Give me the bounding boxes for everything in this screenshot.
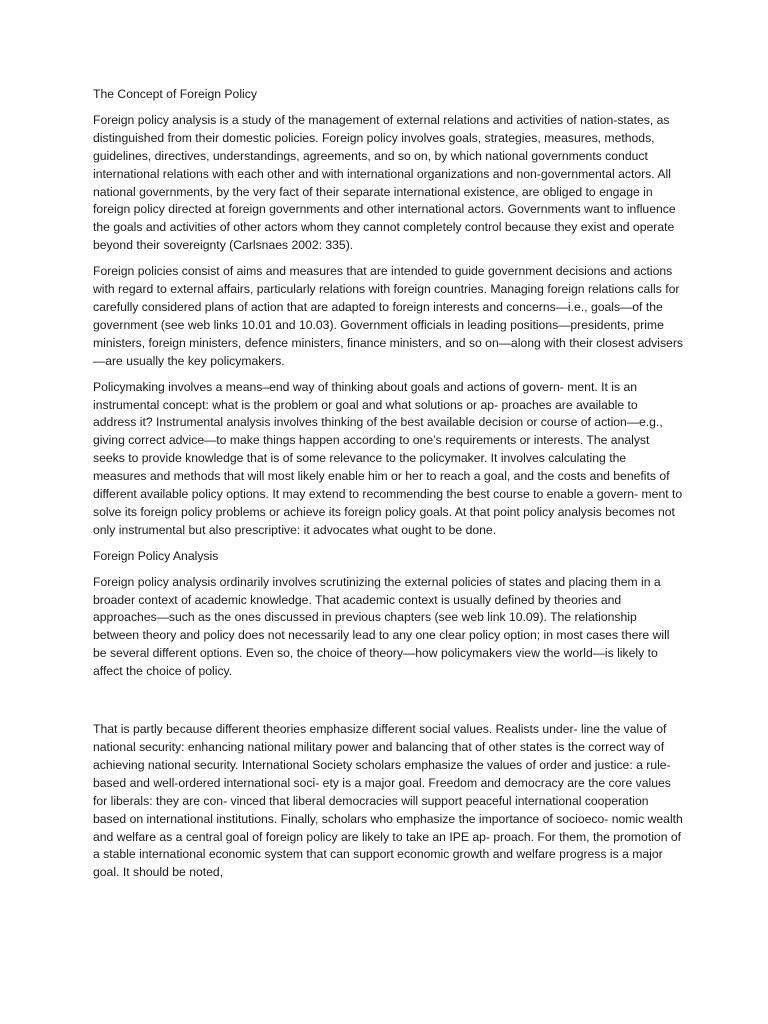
document-page — [93, 86, 683, 890]
paragraph-4: Foreign policy analysis ordinarily involves scrutinizing the external policies of states and placing them in a broader context of academic knowledge. That academic context is usually defined by theories and approaches—such as the ones discussed in previous chapters (see web link 10.09). The relationship between theory and policy does not necessarily lead to any one clear policy option; in most cases there will be several different options. Even so, the choice of theory—how policymakers view the world—is likely to affect the choice of policy. — [93, 574, 670, 679]
section-title-concept: The Concept of Foreign Policy — [93, 87, 257, 101]
paragraph-1: Foreign policy analysis is a study of the management of external relations and activities of nation-states, as distinguished from their domestic policies. Foreign policy involves goals, strategies, measures, methods, guidelines, directives, understandings, agreements, and so on, by which national governments conduct international relations with each other and with international organizations and non-governmental actors. All national governments, by the very fact of their separate international existence, are obliged to engage in foreign policy directed at foreign governments and other international actors. Governments want to influence the goals and activities of other actors whom they cannot completely control because they exist and operate beyond their sovereignty (Carlsnaes 2002: 335). — [93, 112, 676, 253]
section-title-analysis: Foreign Policy Analysis — [93, 548, 219, 563]
paragraph-3: Policymaking involves a means–end way of thinking about goals and actions of govern- ment. It is an instrumental concept: what is the problem or goal and what solutions or ap- proaches are available to address it? Instrumental analysis involves thinking of the best available decision or course of action—e.g., giving correct advice—to make things happen according to one’s requirements or interests. The analyst seeks to provide knowledge that is of some relevance to the policymaker. It involves calculating the measures and methods that will most likely enable him or her to reach a goal, and the costs and benefits of different available policy options. It may extend to recommending the best course to enable a govern- ment to solve its foreign policy problems or achieve its foreign policy goals. At that point policy analysis becomes not only instrumental but also prescriptive: it advocates what ought to be done. — [93, 379, 683, 537]
paragraph-5: That is partly because different theories emphasize different social values. Realists under- line the value of national security: enhancing national military power and balancing that of other states is the correct way of achieving national security. International Society scholars emphasize the values of order and justice: a rule-based and well-ordered international soci- ety is a major goal. Freedom and democracy are the core values for liberals: they are con- vinced that liberal democracies will support peaceful international cooperation based on international institutions. Finally, scholars who emphasize the importance of socioeco- nomic wealth and welfare as a central goal of foreign policy are likely to take an IPE ap- proach. For them, the promotion of a stable international economic system that can support economic growth and welfare progress is a major goal. It should be noted, — [93, 722, 683, 880]
paragraph-2: Foreign policies consist of aims and measures that are intended to guide government decisions and actions with regard to external affairs, particularly relations with foreign countries. Managing foreign relations calls for carefully considered plans of action that are adapted to foreign interests and concerns—i.e., goals—of the government (see web links 10.01 and 10.03). Government officials in leading positions—presidents, prime ministers, foreign ministers, defence ministers, finance ministers, and so on—along with their closest advisers—are usually the key policymakers. — [93, 264, 683, 368]
